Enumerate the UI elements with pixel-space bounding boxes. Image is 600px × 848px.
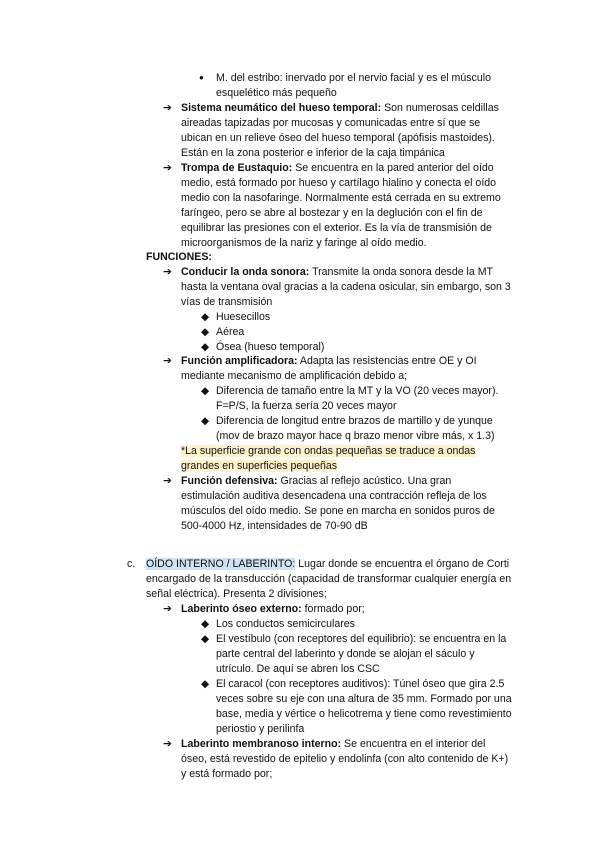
membranoso-line-3: y está formado por; xyxy=(181,768,273,780)
diamond-icon: ◆ xyxy=(201,341,210,353)
amplif-line-2: mediante mecanismo de amplificación debido a; xyxy=(181,370,408,382)
arrow-icon: ➔ xyxy=(163,266,172,278)
defensiva-line-2: estimulación auditiva desencadena una contracción refleja de los xyxy=(181,490,487,502)
note-line-1 xyxy=(181,444,475,458)
dif1-line-2: F=P/S, la fuerza sería 20 veces mayor xyxy=(216,400,397,412)
conducir-text: Transmite la onda sonora desde la MT xyxy=(309,266,494,278)
neumatico-line-3: ubican en un relieve óseo del hueso temporal (apófisis mastoides). xyxy=(181,132,495,144)
diamond-icon: ◆ xyxy=(201,633,210,645)
caracol-line-3: base, media y vértice o helicotrema y tiene como revestimiento xyxy=(216,708,512,720)
caracol-line-1: El caracol (con receptores auditivos): Túnel óseo que gira 2.5 xyxy=(216,678,505,690)
neumatico-title: Sistema neumático del hueso temporal: xyxy=(181,102,382,114)
membranoso-line-2: óseo, está revestido de epitelio y endolinfa (con alto contenido de K+) xyxy=(181,753,509,765)
defensiva-line-4: 500-4000 Hz, intensidades de 70-90 dB xyxy=(181,520,368,532)
note-line-2 xyxy=(181,459,337,473)
arrow-icon: ➔ xyxy=(163,738,172,750)
vestibulo-line-3: utrículo. De aquí se abren los CSC xyxy=(216,663,380,675)
vestibulo-line-2: parte central del laberinto y donde se alojan el sáculo y xyxy=(216,648,475,660)
note-highlight: grandes en superficies pequeñas xyxy=(181,460,338,472)
membranoso-title: Laberinto membranoso interno: xyxy=(181,738,342,750)
interno-title: OÍDO INTERNO / LABERINTO: xyxy=(146,558,296,570)
caracol-line-2: veces sobre su eje con una altura de 35 mm. Formado por una xyxy=(216,693,512,705)
interno-line-2: encargado de la transducción (capacidad de transformar cualquier energía en xyxy=(146,573,512,585)
arrow-icon: ➔ xyxy=(163,102,172,114)
trompa-line-4: faríngeo, pero se abre al bostezar y en la deglución con el fin de xyxy=(181,207,483,219)
trompa-line-6: microorganismos de la nariz y faringe al oído medio. xyxy=(181,237,427,249)
membranoso-text: Se encuentra en el interior del xyxy=(341,738,486,750)
diamond-icon: ◆ xyxy=(201,678,210,690)
neumatico-text: Son numerosas celdillas xyxy=(381,102,499,114)
bullet-icon: ● xyxy=(199,73,204,82)
trompa-line-5: equilibrar las presiones con el exterior. Es la vía de transmisión de xyxy=(181,222,492,234)
list-marker-c: c. xyxy=(127,558,136,570)
arrow-icon: ➔ xyxy=(163,475,172,487)
via-item: Ósea (hueso temporal) xyxy=(216,341,325,353)
interno-line-1 xyxy=(146,557,509,571)
dif2-line-2: (mov de brazo mayor hace q brazo menor vibre más, x 1.3) xyxy=(216,430,495,442)
oseo-text: formado por; xyxy=(301,603,365,615)
conducir-line-3: vías de transmisión xyxy=(181,296,273,308)
interno-line-3: señal eléctrica). Presenta 2 divisiones; xyxy=(146,588,327,600)
via-item: Aérea xyxy=(216,326,245,338)
oseo-title: Laberinto óseo externo: xyxy=(181,603,302,615)
neumatico-line-1 xyxy=(181,101,499,115)
defensiva-title: Función defensiva: xyxy=(181,475,278,487)
conducir-title: Conducir la onda sonora: xyxy=(181,266,310,278)
defensiva-line-1 xyxy=(181,474,451,488)
conducir-line-1 xyxy=(181,265,493,279)
funciones-heading: FUNCIONES: xyxy=(146,251,212,263)
amplif-line-1 xyxy=(181,354,477,368)
estribo-line-2: esquelético más pequeño xyxy=(216,87,337,99)
trompa-line-3: medio con la nasofaringe. Normalmente está cerrada en su extremo xyxy=(181,192,501,204)
conductos-item: Los conductos semicirculares xyxy=(216,618,355,630)
diamond-icon: ◆ xyxy=(201,385,210,397)
oseo-line-1 xyxy=(181,602,365,616)
arrow-icon: ➔ xyxy=(163,355,172,367)
arrow-icon: ➔ xyxy=(163,603,172,615)
diamond-icon: ◆ xyxy=(201,326,210,338)
note-highlight: *La superficie grande con ondas pequeñas se traduce a ondas xyxy=(181,445,476,457)
estribo-line-1: M. del estribo: inervado por el nervio facial y es el músculo xyxy=(216,72,491,84)
via-item: Huesecillos xyxy=(216,311,271,323)
conducir-line-2: hasta la ventana oval gracias a la cadena osicular, sin embargo, son 3 xyxy=(181,281,511,293)
trompa-title: Trompa de Eustaquio: xyxy=(181,162,293,174)
dif1-line-1: Diferencia de tamaño entre la MT y la VO (20 veces mayor). xyxy=(216,385,499,397)
defensiva-text: Gracias al reflejo acústico. Una gran xyxy=(277,475,452,487)
neumatico-line-2: aireadas tapizadas por mucosas y comunicadas entre sí que se xyxy=(181,117,481,129)
arrow-icon: ➔ xyxy=(163,162,172,174)
defensiva-line-3: músculos del oído medio. Se pone en marcha en sonidos puros de xyxy=(181,505,495,517)
diamond-icon: ◆ xyxy=(201,618,210,630)
amplif-text: Adapta las resistencias entre OE y OI xyxy=(297,355,477,367)
diamond-icon: ◆ xyxy=(201,311,210,323)
membranoso-line-1 xyxy=(181,737,485,751)
dif2-line-1: Diferencia de longitud entre brazos de martillo y de yunque xyxy=(216,415,493,427)
diamond-icon: ◆ xyxy=(201,415,210,427)
caracol-line-4: periostio y perilinfa xyxy=(216,723,305,735)
amplif-title: Función amplificadora: xyxy=(181,355,298,367)
trompa-line-1 xyxy=(181,161,494,175)
interno-text: Lugar donde se encuentra el órgano de Corti xyxy=(295,558,510,570)
neumatico-line-4: Están en la zona posterior e inferior de la caja timpánica xyxy=(181,147,445,159)
trompa-line-2: medio, está formado por hueso y cartílago hialino y conecta el oído xyxy=(181,177,497,189)
trompa-text: Se encuentra en la pared anterior del oído xyxy=(292,162,494,174)
vestibulo-line-1: El vestíbulo (con receptores del equilibrio): se encuentra en la xyxy=(216,633,507,645)
